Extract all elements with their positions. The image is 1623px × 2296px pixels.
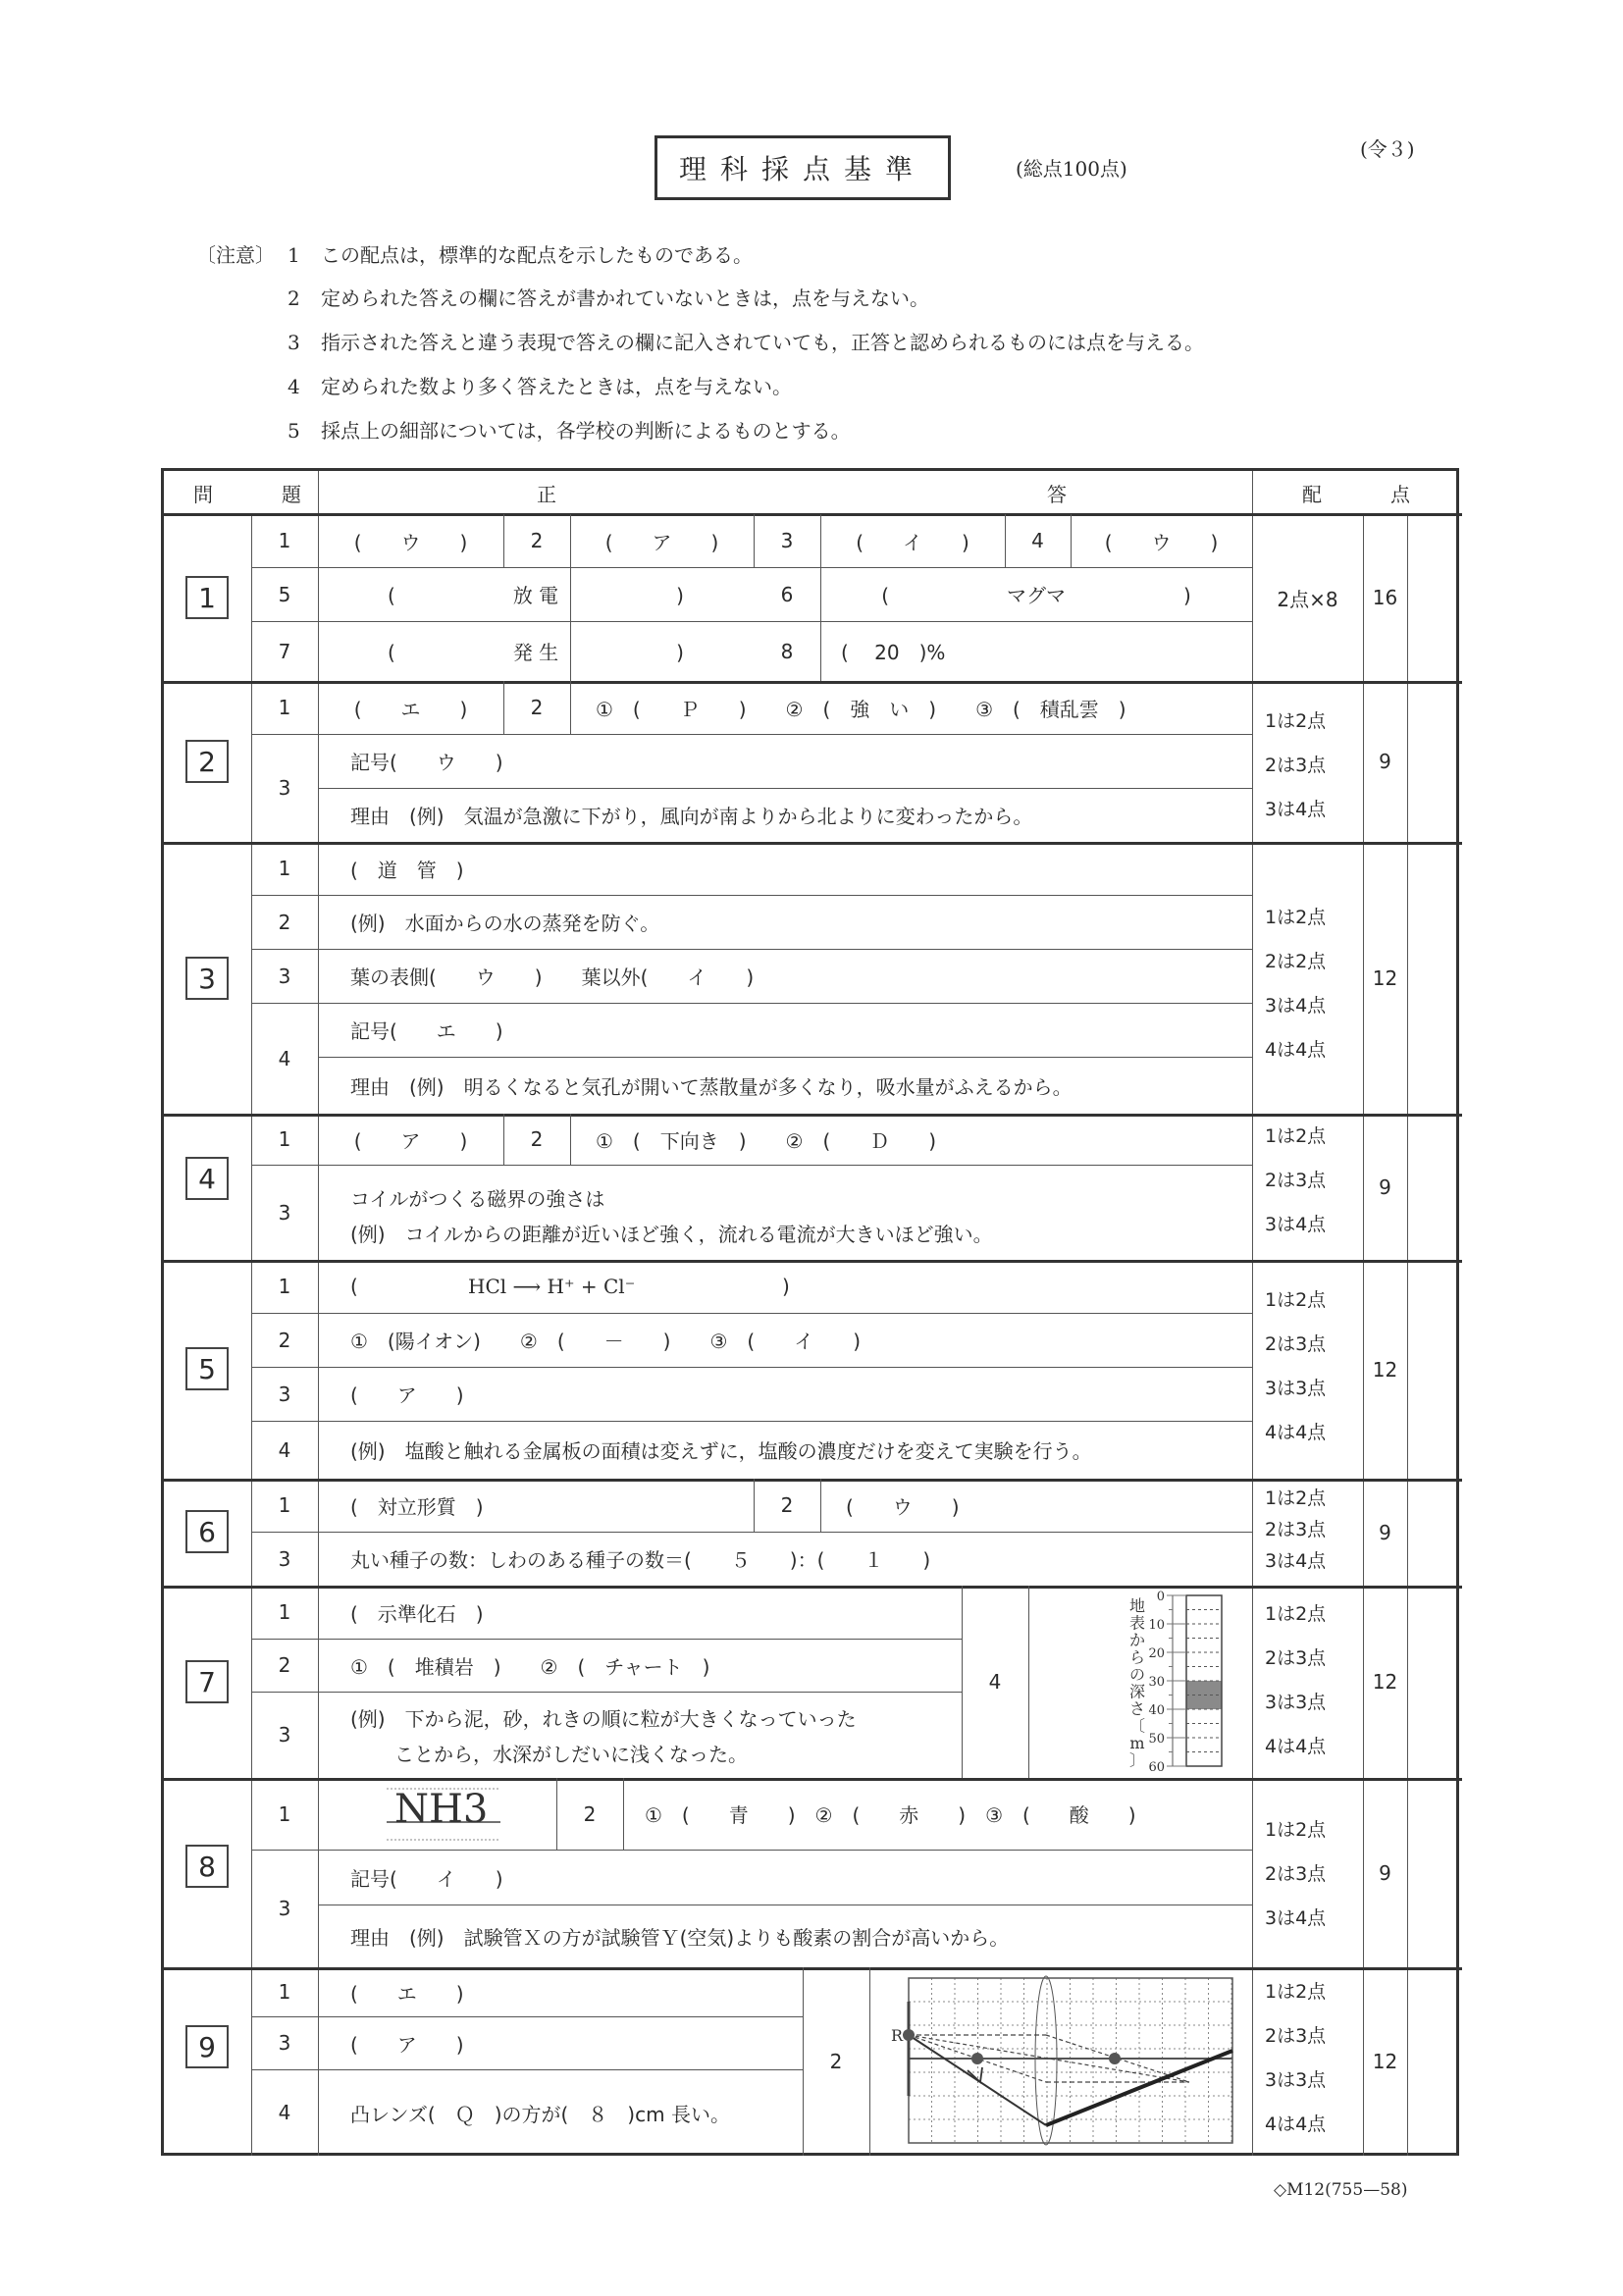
tick-label: 0 xyxy=(1156,1590,1165,1604)
axis-label-char: 〔 xyxy=(1128,1716,1146,1736)
divider xyxy=(1407,514,1408,2156)
answer-line: ことから，水深がしだいに浅くなった。 xyxy=(394,1742,748,1766)
points-item: 2は3点 xyxy=(1265,1863,1327,1885)
divider xyxy=(869,1967,870,2156)
points-item: 2は3点 xyxy=(1265,1519,1327,1540)
question-number: 8 xyxy=(185,1845,229,1888)
points-total: 16 xyxy=(1372,586,1398,609)
points-item: 1は2点 xyxy=(1265,1289,1327,1311)
axis-label-char: さ xyxy=(1128,1699,1146,1718)
sub-number: 2 xyxy=(278,1328,291,1352)
points-item: 2は2点 xyxy=(1265,951,1327,972)
sub-number: 2 xyxy=(530,696,544,719)
header-mon: 問 xyxy=(193,482,213,506)
question-number: 9 xyxy=(185,2025,229,2068)
sub-number: 6 xyxy=(780,582,794,606)
point-r-label: R xyxy=(891,2026,904,2045)
divider xyxy=(251,1692,962,1693)
answer-symbol: 記号( エ ) xyxy=(350,1019,503,1043)
sub-number: 1 xyxy=(278,1801,291,1826)
divider xyxy=(318,471,319,514)
answer: 凸レンズ( Ｑ )の方が( ８ )cm 長い。 xyxy=(350,2102,730,2126)
points-item: 3は4点 xyxy=(1265,995,1327,1017)
points-item: 2は3点 xyxy=(1265,755,1327,776)
points-total: 9 xyxy=(1379,1520,1391,1544)
divider xyxy=(623,1778,624,1850)
sub-number: 3 xyxy=(278,776,291,800)
sub-number: 4 xyxy=(278,2101,291,2124)
axis-label-char: m xyxy=(1129,1734,1145,1752)
sub-number: 1 xyxy=(278,529,291,552)
points-item: 2は3点 xyxy=(1265,2025,1327,2047)
note-item: 2 定められた答えの欄に答えが書かれていないときは，点を与えない。 xyxy=(288,287,929,310)
sub-number: 1 xyxy=(278,1980,291,2004)
question-number: 6 xyxy=(185,1510,229,1553)
sub-number: 1 xyxy=(278,1600,291,1624)
answer: ( ウ ) xyxy=(1104,530,1219,554)
divider xyxy=(1028,1586,1029,1778)
points-total: 12 xyxy=(1372,2050,1398,2073)
answer-line: (例) 下から泥，砂，れきの順に粒が大きくなっていった xyxy=(350,1706,857,1731)
axis-label-char: 〕 xyxy=(1128,1750,1146,1770)
sub-number: 2 xyxy=(278,910,291,934)
answer-line: コイルがつくる磁界の強さは xyxy=(350,1186,605,1211)
tick-label: 60 xyxy=(1148,1760,1165,1775)
points-item: 4は4点 xyxy=(1265,1039,1327,1061)
answer: ① ( 堆積岩 ) ② ( チャート ) xyxy=(350,1654,710,1679)
points-item: 4は4点 xyxy=(1265,1422,1327,1443)
footer-code: ◇M12(755—58) xyxy=(1274,2180,1408,2200)
points-item: 3は4点 xyxy=(1265,1550,1327,1572)
answer-symbol: 記号( ウ ) xyxy=(350,751,503,774)
sub-number: 1 xyxy=(278,696,291,719)
nh3-formula: NH3 xyxy=(394,1787,489,1832)
points-breakdown: 2点×8 xyxy=(1277,587,1338,611)
answer: ( ウ ) xyxy=(846,1494,960,1519)
divider xyxy=(251,1165,1252,1166)
points-total: 12 xyxy=(1372,1357,1398,1382)
sub-number: 4 xyxy=(278,1437,291,1462)
note-item: 4 定められた数より多く答えたときは，点を与えない。 xyxy=(288,375,792,398)
points-total: 9 xyxy=(1379,1174,1391,1199)
tick-label: 30 xyxy=(1148,1675,1165,1690)
note-item: 3 指示された答えと違う表現で答えの欄に記入されていても，正答と認められるものには点を与える。 xyxy=(288,331,1204,354)
header-dai: 題 xyxy=(282,482,301,506)
sub-number: 3 xyxy=(278,1382,291,1406)
points-item: 1は2点 xyxy=(1265,710,1327,732)
answer-reason: 理由 (例) 気温が急激に下がり，風向が南よりから北よりに変わったから。 xyxy=(350,805,1033,828)
answer: ( 対立形質 ) xyxy=(350,1494,484,1519)
divider xyxy=(570,1114,571,1165)
tick-label: 20 xyxy=(1148,1646,1165,1661)
answer: ( ウ ) xyxy=(353,530,468,554)
answer: ( マグマ ) xyxy=(881,584,1191,607)
points-item: 3は3点 xyxy=(1265,1378,1327,1399)
handwritten-nh3 xyxy=(385,1783,502,1844)
question-number: 4 xyxy=(185,1157,229,1200)
sub-number: 8 xyxy=(780,639,794,663)
answer: ( エ ) xyxy=(350,1981,464,2006)
divider xyxy=(820,1479,821,1532)
sub-number: 3 xyxy=(278,1723,291,1747)
sub-number: 4 xyxy=(278,1046,291,1070)
header-ten: 点 xyxy=(1390,482,1410,506)
total-points: (総点100点) xyxy=(1016,157,1127,181)
note-item: 1 この配点は，標準的な配点を示したものである。 xyxy=(288,243,753,267)
sub-number: 3 xyxy=(278,1546,291,1571)
answer: (例) 塩酸と触れる金属板の面積は変えずに，塩酸の濃度だけを変えて実験を行う。 xyxy=(350,1439,1092,1463)
sub-number: 1 xyxy=(278,857,291,880)
chemical-equation: HCl ⟶ H⁺ + Cl⁻ xyxy=(468,1275,636,1298)
focal-point-left xyxy=(971,2053,983,2064)
sub-number: 1 xyxy=(278,1275,291,1298)
answer: ( 発 生 ) xyxy=(388,641,684,664)
divider xyxy=(1252,514,1253,2156)
points-item: 2は3点 xyxy=(1265,1333,1327,1355)
sub-number: 3 xyxy=(278,2031,291,2055)
sub-number: 3 xyxy=(278,964,291,988)
answer: ( ア ) xyxy=(604,530,719,554)
answer: ① ( 青 ) ② ( 赤 ) ③ ( 酸 ) xyxy=(645,1803,1136,1827)
year-label: (令３) xyxy=(1360,137,1415,161)
sub-number: 5 xyxy=(278,582,291,606)
answer: ( ア ) xyxy=(353,1128,468,1153)
points-total: 12 xyxy=(1372,1670,1398,1694)
points-total: 9 xyxy=(1379,1860,1391,1885)
points-item: 4は4点 xyxy=(1265,1736,1327,1757)
page-title: 理科採点基準 xyxy=(654,135,951,200)
axis-label-char: の xyxy=(1128,1665,1146,1684)
axis-label-char: 地 xyxy=(1128,1596,1146,1615)
answer: ( 放 電 ) xyxy=(388,584,684,607)
answer: ① ( Ｐ ) ② ( 強 い ) ③ ( 積乱雲 ) xyxy=(596,697,1126,721)
sub-number: 3 xyxy=(278,1200,291,1225)
sub-number: 2 xyxy=(780,1493,794,1517)
answer: ① (陽イオン) ② ( － ) ③ ( イ ) xyxy=(350,1330,862,1353)
sub-number: 2 xyxy=(530,529,544,552)
tick-label: 10 xyxy=(1148,1618,1165,1633)
tick-label: 50 xyxy=(1148,1732,1165,1747)
points-item: 3は3点 xyxy=(1265,2069,1327,2091)
header-tou: 答 xyxy=(1047,482,1067,506)
sub-number: 1 xyxy=(278,1493,291,1517)
depth-axis-label xyxy=(1129,1596,1145,1770)
paren-open: ( xyxy=(350,1275,358,1298)
axis-label-char: か xyxy=(1128,1631,1146,1649)
question-number: 2 xyxy=(185,740,229,783)
point-r xyxy=(903,2029,915,2041)
axis-label-char: ら xyxy=(1128,1647,1146,1667)
answer-reason: 理由 (例) 明るくなると気孔が開いて蒸散量が多くなり，吸水量がふえるから。 xyxy=(350,1074,1073,1099)
sub-number: 2 xyxy=(829,2050,843,2073)
points-item: 2は3点 xyxy=(1265,1647,1327,1669)
divider xyxy=(318,514,319,2156)
question-number: 1 xyxy=(185,576,229,619)
note-item: 5 採点上の細部については，各学校の判断によるものとする。 xyxy=(288,419,851,443)
question-number: 5 xyxy=(185,1347,229,1390)
points-item: 1は2点 xyxy=(1265,1981,1327,2003)
header-hai: 配 xyxy=(1302,482,1322,506)
answer: ( ア ) xyxy=(350,1383,464,1407)
points-item: 3は4点 xyxy=(1265,1214,1327,1235)
points-item: 1は2点 xyxy=(1265,1819,1327,1841)
points-item: 1は2点 xyxy=(1265,1125,1327,1147)
sub-number: 4 xyxy=(988,1670,1002,1694)
divider xyxy=(570,681,571,734)
divider xyxy=(1252,471,1253,514)
answer: (例) 水面からの水の蒸発を防ぐ。 xyxy=(350,912,660,935)
answer: ( 道 管 ) xyxy=(350,858,464,882)
sub-number: 7 xyxy=(278,639,291,663)
points-item: 1は2点 xyxy=(1265,1603,1327,1625)
answer-symbol: 記号( イ ) xyxy=(350,1866,503,1891)
depth-column-chart xyxy=(1067,1590,1243,1776)
answer: ( イ ) xyxy=(856,530,969,554)
points-total: 12 xyxy=(1372,965,1398,990)
answer: ① ( 下向き ) ② ( Ｄ ) xyxy=(596,1128,937,1153)
focal-point-right xyxy=(1109,2053,1121,2064)
sub-number: 1 xyxy=(278,1127,291,1151)
points-item: 1は2点 xyxy=(1265,907,1327,928)
points-item: 3は4点 xyxy=(1265,1907,1327,1929)
sub-number: 3 xyxy=(780,529,794,552)
tick-label: 40 xyxy=(1148,1703,1165,1718)
points-item: 3は3点 xyxy=(1265,1692,1327,1713)
answer: 葉の表側( ウ ) 葉以外( イ ) xyxy=(350,965,755,989)
scoring-table xyxy=(161,468,1459,2156)
answer-reason: 理由 (例) 試験管Ｘの方が試験管Ｙ(空気)よりも酸素の割合が高いから。 xyxy=(350,1925,1010,1950)
answer-line: (例) コイルからの距離が近いほど強く，流れる電流が大きいほど強い。 xyxy=(350,1222,993,1246)
header-sei: 正 xyxy=(537,482,556,506)
sub-number: 3 xyxy=(278,1897,291,1920)
notes-label: 〔注意〕 xyxy=(196,243,275,267)
points-item: 4は4点 xyxy=(1265,2113,1327,2135)
points-item: 3は4点 xyxy=(1265,799,1327,820)
lens-ray-diagram xyxy=(885,1972,1248,2151)
answer: ( 示準化石 ) xyxy=(350,1601,484,1626)
answer: ( 20 )% xyxy=(841,641,946,664)
axis-label-char: 表 xyxy=(1128,1613,1146,1633)
points-item: 2は3点 xyxy=(1265,1170,1327,1191)
points-item: 1は2点 xyxy=(1265,1487,1327,1509)
answer: ( エ ) xyxy=(353,697,468,721)
sub-number: 2 xyxy=(278,1653,291,1677)
paren-close: ) xyxy=(782,1275,790,1298)
sub-number: 4 xyxy=(1031,529,1044,552)
question-number: 3 xyxy=(185,957,229,1000)
question-number: 7 xyxy=(185,1660,229,1703)
sub-number: 2 xyxy=(583,1801,597,1826)
axis-label-char: 深 xyxy=(1128,1682,1146,1701)
answer: 丸い種子の数：しわのある種子の数＝( ５ )：( １ ) xyxy=(350,1548,931,1572)
sub-number: 2 xyxy=(530,1127,544,1151)
answer: ( ア ) xyxy=(350,2032,464,2057)
points-total: 9 xyxy=(1379,750,1391,773)
